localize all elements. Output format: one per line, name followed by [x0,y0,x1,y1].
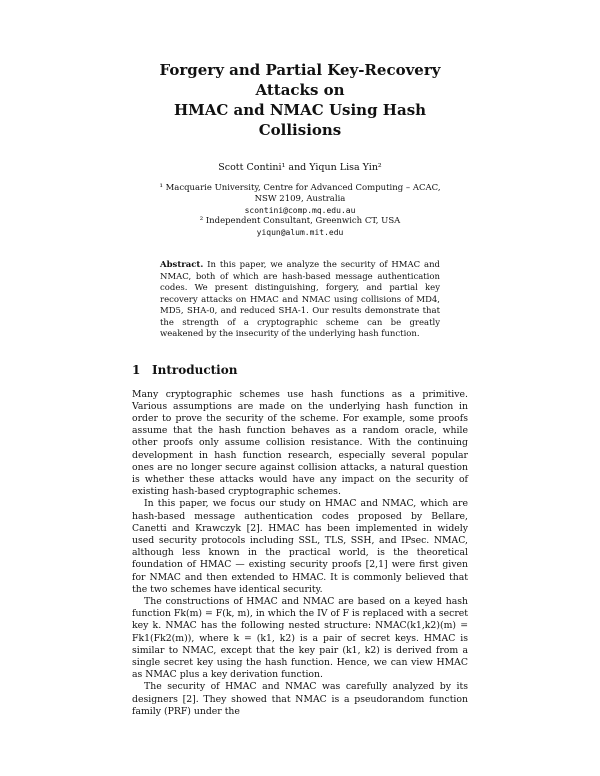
email-2: yiqun@alum.mit.edu [256,228,344,237]
paragraph-1: Many cryptographic schemes use hash functions as a primitive. Various assumptions are made on the underlying hash function in order to prove the security of the scheme. For example, some proofs assume that the hash function behaves as a random oracle, while other proofs only assume collision resistance. With the continuing development in hash function research, especially several popular ones are no longer secure against collision attacks, a natural question is whether these attacks would have any impact on the security of existing hash-based cryptographic schemes. [132,388,468,498]
section-title: Introduction [152,362,238,377]
affiliation-2: ² Independent Consultant, Greenwich CT, USA [199,216,401,226]
abstract [160,260,440,341]
paragraph-4: The security of HMAC and NMAC was carefully analyzed by its designers [2]. They showed that NMAC is a pseudorandom function family (PRF) under the [132,681,468,717]
paragraph-2: In this paper, we focus our study on HMAC and NMAC, which are hash-based message authentication codes proposed by Bellare, Canetti and Krawczyk [2]. HMAC has been implemented in widely used security protocols including SSL, TLS, SSH, and IPsec. NMAC, although less known in the practical world, is the theoretical foundation of HMAC — existing security proofs [2,1] were first given for NMAC and then extended to HMAC. It is commonly believed that the two schemes have identical security. [132,498,468,595]
section-number: 1 [132,362,141,377]
affiliation-1: ¹ Macquarie University, Centre for Advanced Computing – ACAC, [159,183,441,193]
paper-title [132,60,468,140]
title-line-2: HMAC and NMAC Using Hash Collisions [173,101,427,139]
title-line-1: Forgery and Partial Key-Recovery Attacks on [159,61,441,99]
affiliations [132,183,468,238]
section-body [132,389,468,718]
abstract-text: In this paper, we analyze the security of HMAC and NMAC, both of which are hash-based message authentication codes. We present distinguishing, forgery, and partial key recovery attacks on HMAC and NMAC using collisions of MD4, MD5, SHA-0, and reduced SHA-1. Our results demonstrate that the strength of a cryptographic scheme can be greatly weakened by the insecurity of the underlying hash function. [160,260,440,339]
section-heading [132,363,468,377]
affiliation-1-address: NSW 2109, Australia [254,194,346,204]
paragraph-3: The constructions of HMAC and NMAC are based on a keyed hash function Fk(m) = F(k, m), in which the IV of F is replaced with a secret key k. NMAC has the following nested structure: NMAC(k1,k2)(m) = Fk1(Fk2(m)), where k = (k1, k2) is a pair of secret keys. HMAC is similar to NMAC, except that the key pair (k1, k2) is derived from a single secret key using the hash function. Hence, we can view HMAC as NMAC plus a key derivation function. [132,595,468,681]
abstract-label: Abstract. [160,260,204,270]
email-1: scontini@comp.mq.edu.au [244,206,356,215]
authors: Scott Contini¹ and Yiqun Lisa Yin² [218,162,382,173]
